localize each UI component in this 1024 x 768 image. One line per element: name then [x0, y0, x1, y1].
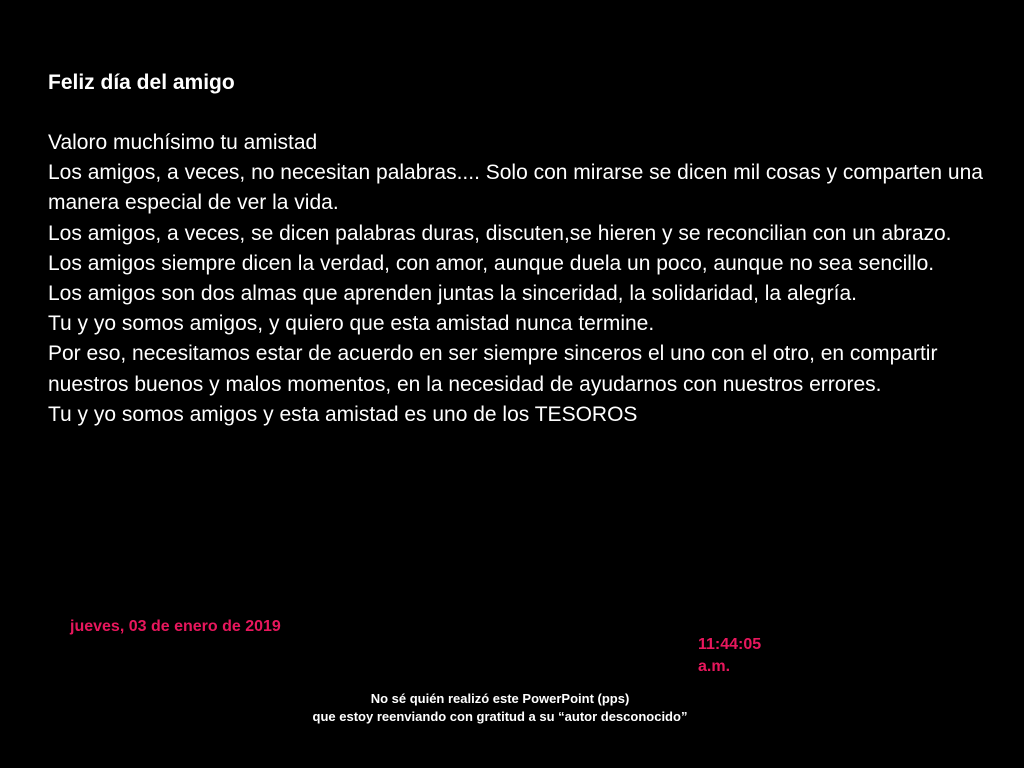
paragraph: Los amigos son dos almas que aprenden juntas la sinceridad, la solidaridad, la alegría.	[48, 282, 857, 306]
date-label: jueves, 03 de enero de 2019	[70, 618, 281, 635]
time-label	[698, 634, 761, 678]
paragraph: Los amigos siempre dicen la verdad, con amor, aunque duela un poco, aunque no sea sencillo.	[48, 251, 935, 275]
paragraph: Tu y yo somos amigos y esta amistad es uno de los TESOROS	[48, 402, 638, 426]
slide-title: Feliz día del amigo	[48, 71, 235, 94]
credit-note	[0, 690, 1000, 726]
slide-body	[48, 128, 988, 430]
paragraph: Los amigos, a veces, no necesitan palabras.... Solo con mirarse se dicen mil cosas y comparten una manera especial de ver la vida.	[48, 161, 983, 215]
paragraph: Tu y yo somos amigos, y quiero que esta amistad nunca termine.	[48, 312, 655, 336]
paragraph: Valoro muchísimo tu amistad	[48, 131, 318, 154]
paragraph: Los amigos, a veces, se dicen palabras duras, discuten,se hieren y se reconcilian con un abrazo.	[48, 221, 952, 245]
time-value: 11:44:05	[698, 636, 762, 653]
credit-line: No sé quién realizó este PowerPoint (pps)	[370, 691, 630, 706]
paragraph: Por eso, necesitamos estar de acuerdo en ser siempre sinceros el uno con el otro, en compartir nuestros buenos y malos momentos, en la necesidad de ayudarnos con nuestros errores.	[48, 342, 938, 396]
credit-line: que estoy reenviando con gratitud a su “autor desconocido”	[312, 709, 688, 724]
time-period: a.m.	[698, 658, 731, 675]
